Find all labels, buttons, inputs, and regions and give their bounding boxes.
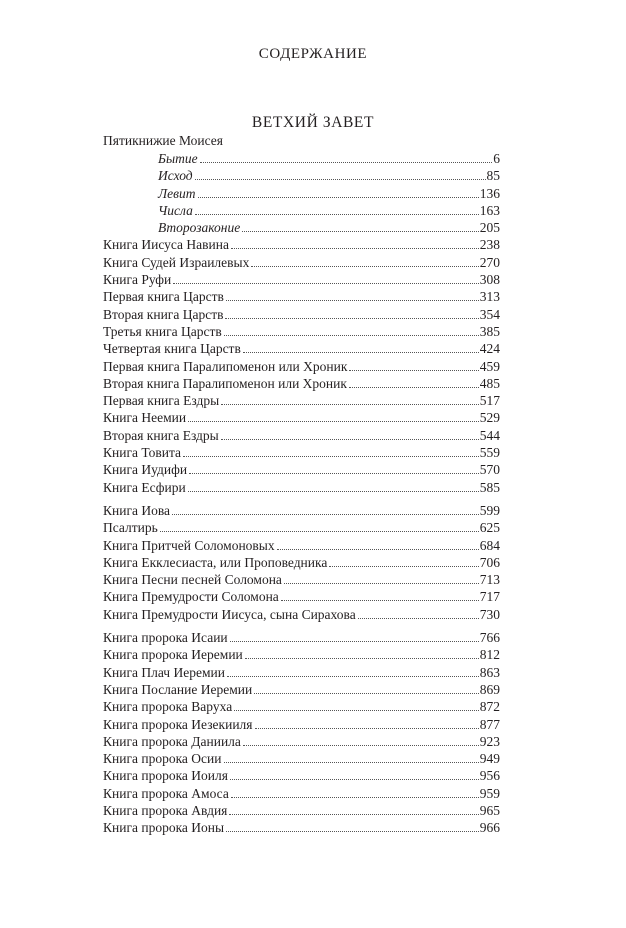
- entry-title: Числа: [158, 202, 193, 218]
- page-number: 308: [479, 272, 500, 288]
- entry-title: Третья книга Царств: [103, 323, 222, 339]
- entry-title: Книга пророка Амоса: [103, 785, 229, 801]
- dot-leader: [224, 335, 479, 336]
- page-number: 354: [479, 306, 500, 322]
- page-number: 517: [479, 393, 500, 409]
- entry-title: Исход: [158, 168, 193, 184]
- dot-leader: [221, 404, 479, 405]
- toc-entry[interactable]: [103, 733, 500, 750]
- dot-leader: [277, 549, 479, 550]
- entry-title: Левит: [158, 185, 196, 201]
- dot-leader: [251, 266, 478, 267]
- page-number: 599: [479, 502, 500, 518]
- toc-entry[interactable]: [103, 664, 500, 681]
- toc-entry[interactable]: [103, 271, 500, 288]
- entry-title: Книга Иова: [103, 502, 171, 518]
- toc-entry[interactable]: [103, 288, 500, 305]
- dot-leader: [329, 566, 478, 567]
- toc-entry[interactable]: [103, 479, 500, 496]
- dot-leader: [349, 387, 479, 388]
- page-number: 869: [479, 681, 500, 697]
- toc-entry[interactable]: [103, 681, 500, 698]
- dot-leader: [195, 214, 479, 215]
- page-number: 585: [479, 479, 500, 495]
- entry-title: Книга Товита: [103, 445, 181, 461]
- entry-title: Книга Послание Иеремии: [103, 681, 253, 697]
- page-number: 238: [479, 237, 500, 253]
- page-number: 85: [486, 168, 500, 184]
- dot-leader: [234, 710, 479, 711]
- page-number: 424: [479, 341, 500, 357]
- entry-title: Книга Премудрости Соломона: [103, 589, 279, 605]
- entry-title: Книга пророка Варуха: [103, 699, 233, 715]
- dot-leader: [254, 693, 479, 694]
- entry-title: Книга пророка Иоиля: [103, 768, 228, 784]
- dot-leader: [189, 473, 479, 474]
- entry-title: Первая книга Ездры: [103, 393, 220, 409]
- entry-title: Книга Неемии: [103, 410, 187, 426]
- page-number: 6: [493, 151, 500, 166]
- page-number: 877: [479, 716, 500, 732]
- entry-title: Книга Премудрости Иисуса, сына Сирахова: [103, 606, 356, 622]
- dot-leader: [226, 300, 479, 301]
- dot-leader: [225, 318, 478, 319]
- page-number: 966: [479, 820, 500, 836]
- toc-entry[interactable]: [103, 606, 500, 623]
- entry-title: Книга пророка Исаии: [103, 630, 228, 646]
- dot-leader: [284, 583, 479, 584]
- page-number: 385: [479, 323, 500, 339]
- page-number: 965: [479, 802, 500, 818]
- entry-title: Первая книга Царств: [103, 289, 224, 305]
- toc-entry[interactable]: [103, 461, 500, 478]
- toc-entry[interactable]: [103, 819, 500, 836]
- toc-entry[interactable]: [103, 323, 500, 340]
- entry-title: Книга пророка Авдия: [103, 802, 228, 818]
- dot-leader: [198, 197, 479, 198]
- toc-entry[interactable]: [103, 167, 500, 184]
- dot-leader: [226, 831, 479, 832]
- page-title: СОДЕРЖАНИЕ: [258, 46, 368, 62]
- dot-leader: [160, 531, 479, 532]
- entry-title: Книга Есфири: [103, 479, 186, 495]
- entry-title: Вторая книга Паралипоменон или Хроник: [103, 375, 347, 391]
- entry-title: Книга Песни песней Соломона: [103, 572, 282, 588]
- pentateuch-list: [103, 150, 500, 236]
- entry-title: Четвертая книга Царств: [103, 341, 241, 357]
- entry-title: Книга Судей Израилевых: [103, 254, 250, 270]
- dot-leader: [349, 370, 478, 371]
- page-number: 706: [479, 554, 500, 570]
- toc-entry[interactable]: [103, 202, 500, 219]
- toc-entry[interactable]: [103, 375, 500, 392]
- page-number: 559: [479, 445, 500, 461]
- dot-leader: [221, 439, 479, 440]
- entry-title: Книга Иисуса Навина: [103, 237, 229, 253]
- page-number: 766: [479, 630, 500, 646]
- dot-leader: [245, 658, 479, 659]
- dot-leader: [188, 421, 479, 422]
- page-number: 529: [479, 410, 500, 426]
- page-number: 812: [479, 647, 500, 663]
- toc-entry[interactable]: [103, 646, 500, 663]
- page-number: 923: [479, 733, 500, 749]
- dot-leader: [231, 797, 479, 798]
- entry-title: Книга пророка Ионы: [103, 820, 225, 836]
- toc-entry[interactable]: [103, 802, 500, 819]
- dot-leader: [243, 745, 479, 746]
- page-number: 313: [479, 289, 500, 305]
- entry-title: Книга Руфи: [103, 272, 172, 288]
- page-number: 544: [479, 427, 500, 443]
- entry-title: Книга пророка Осии: [103, 751, 222, 767]
- entry-title: Вторая книга Ездры: [103, 427, 219, 443]
- toc-entry[interactable]: [103, 254, 500, 271]
- toc-entry[interactable]: [103, 306, 500, 323]
- dot-leader: [173, 283, 478, 284]
- page-number: 163: [479, 202, 500, 218]
- toc-entry[interactable]: [103, 629, 500, 646]
- page-number: 136: [479, 185, 500, 201]
- page-number: 713: [479, 572, 500, 588]
- toc-entry[interactable]: [103, 519, 500, 536]
- page-number: 459: [479, 358, 500, 374]
- entry-title: Второзаконие: [158, 220, 241, 236]
- toc-entry[interactable]: [103, 444, 500, 461]
- page-number: 270: [479, 254, 500, 270]
- entry-title: Книга пророка Иеремии: [103, 647, 243, 663]
- page-number: 959: [479, 785, 500, 801]
- toc-entry[interactable]: [103, 236, 500, 253]
- dot-leader: [230, 641, 479, 642]
- section-title: ВЕТХИЙ ЗАВЕТ: [251, 114, 375, 131]
- dot-leader: [195, 179, 486, 180]
- dot-leader: [229, 814, 478, 815]
- page-number: 872: [479, 699, 500, 715]
- toc-entry[interactable]: [103, 537, 500, 554]
- toc-entry[interactable]: [103, 150, 500, 167]
- toc-entry[interactable]: [103, 219, 500, 236]
- entry-title: Первая книга Паралипоменон или Хроник: [103, 358, 348, 374]
- entry-title: Книга Притчей Соломоновых: [103, 537, 275, 553]
- entry-title: Книга пророка Даниила: [103, 733, 241, 749]
- toc-entry[interactable]: [103, 767, 500, 784]
- page-number: 570: [479, 462, 500, 478]
- entry-title: Книга Иудифи: [103, 462, 188, 478]
- toc-entry[interactable]: [103, 588, 500, 605]
- dot-leader: [242, 231, 479, 232]
- dot-leader: [172, 514, 479, 515]
- dot-leader: [227, 676, 479, 677]
- toc-groups: [103, 236, 500, 836]
- toc-entry[interactable]: [103, 392, 500, 409]
- entry-title: Книга Екклесиаста, или Проповедника: [103, 554, 328, 570]
- entry-title: Книга Плач Иеремии: [103, 664, 225, 680]
- toc-entry[interactable]: [103, 409, 500, 426]
- entry-title: Бытие: [158, 151, 198, 166]
- entry-title: Книга пророка Иезекииля: [103, 716, 253, 732]
- dot-leader: [183, 456, 479, 457]
- toc-entry[interactable]: [103, 750, 500, 767]
- table-of-contents: [103, 132, 500, 837]
- toc-entry[interactable]: [103, 358, 500, 375]
- page-number: 863: [479, 664, 500, 680]
- page-number: 625: [479, 520, 500, 536]
- toc-entry[interactable]: [103, 502, 500, 519]
- page-number: 730: [479, 606, 500, 622]
- page-number: 684: [479, 537, 500, 553]
- dot-leader: [281, 600, 479, 601]
- toc-entry[interactable]: [103, 698, 500, 715]
- dot-leader: [243, 352, 479, 353]
- toc-entry[interactable]: [103, 785, 500, 802]
- entry-title: Псалтирь: [103, 520, 158, 536]
- dot-leader: [255, 728, 479, 729]
- dot-leader: [230, 779, 479, 780]
- toc-entry[interactable]: [103, 185, 500, 202]
- dot-leader: [188, 491, 479, 492]
- toc-entry[interactable]: [103, 716, 500, 733]
- page-number: 205: [479, 220, 500, 236]
- toc-entry[interactable]: [103, 571, 500, 588]
- page-number: 956: [479, 768, 500, 784]
- dot-leader: [358, 618, 479, 619]
- toc-entry[interactable]: [103, 554, 500, 571]
- dot-leader: [231, 248, 479, 249]
- pentateuch-label: Пятикнижие Моисея: [103, 133, 224, 148]
- page-number: 949: [479, 751, 500, 767]
- dot-leader: [224, 762, 479, 763]
- page-number: 717: [479, 589, 500, 605]
- entry-title: Вторая книга Царств: [103, 306, 224, 322]
- page-number: 485: [479, 375, 500, 391]
- dot-leader: [200, 162, 493, 163]
- toc-entry[interactable]: [103, 427, 500, 444]
- toc-entry[interactable]: [103, 340, 500, 357]
